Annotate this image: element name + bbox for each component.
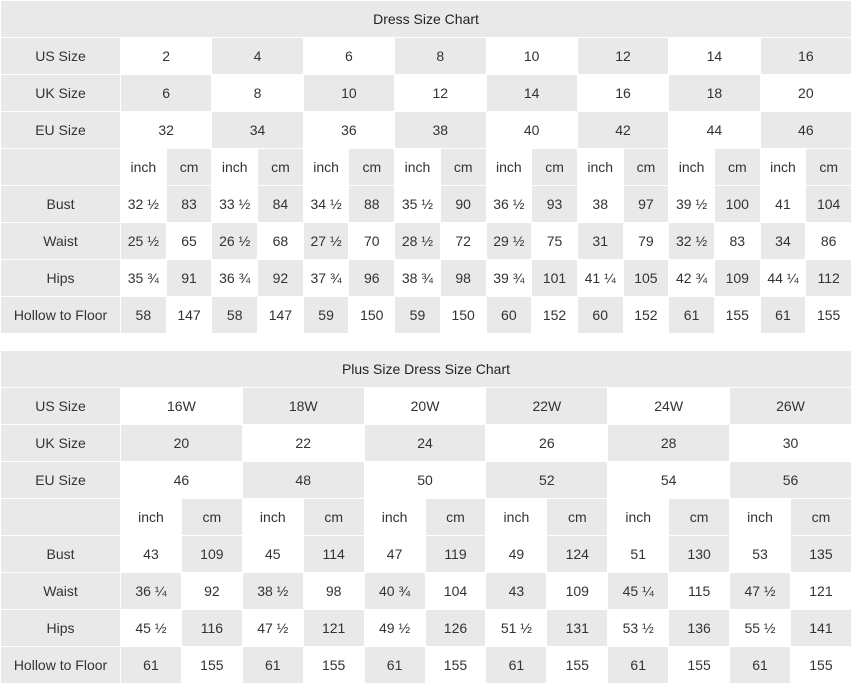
data-cell: 36 ½ [486,186,532,223]
data-cell: 35 ½ [395,186,441,223]
data-cell: 42 [577,112,668,149]
data-cell: 51 ½ [486,610,547,647]
data-cell: 16W [121,388,243,425]
table-row [1,112,851,149]
data-cell: 24W [608,388,730,425]
data-cell: 27 ½ [303,223,349,260]
data-cell: 100 [714,186,760,223]
data-cell: 47 ½ [730,573,791,610]
data-cell: 47 ½ [242,610,303,647]
data-cell: 50 [364,462,486,499]
data-cell: 104 [425,573,486,610]
data-cell: 2 [121,38,212,75]
data-cell: 32 ½ [121,186,167,223]
data-cell: 12 [577,38,668,75]
table-row [1,425,851,462]
data-cell: 46 [121,462,243,499]
table-row [1,573,851,610]
table-row [1,297,851,334]
table-row [1,223,851,260]
data-cell: 31 [577,223,623,260]
size-chart-table [0,0,851,334]
data-cell: 22W [486,388,608,425]
data-cell: 135 [790,536,851,573]
data-cell: 36 ¼ [121,573,182,610]
data-cell: 155 [669,647,730,684]
data-cell: 4 [212,38,303,75]
chart-title-row [1,1,851,38]
data-cell: 61 [669,297,715,334]
data-cell: 34 [212,112,303,149]
data-cell: 54 [608,462,730,499]
data-cell: 155 [806,297,851,334]
data-cell: 45 ¼ [608,573,669,610]
row-label: Hollow to Floor [1,647,121,684]
table-row [1,75,851,112]
data-cell: 96 [349,260,395,297]
data-cell: 104 [806,186,851,223]
data-cell: 26W [730,388,851,425]
data-cell: 130 [669,536,730,573]
unit-cell: inch [608,499,669,536]
data-cell: 115 [669,573,730,610]
data-cell: 37 ¾ [303,260,349,297]
unit-cell: inch [486,499,547,536]
row-label: UK Size [1,425,121,462]
data-cell: 56 [730,462,851,499]
data-cell: 18 [669,75,760,112]
data-cell: 121 [303,610,364,647]
data-cell: 83 [166,186,212,223]
data-cell: 75 [532,223,578,260]
data-cell: 155 [790,647,851,684]
data-cell: 79 [623,223,669,260]
data-cell: 91 [166,260,212,297]
data-cell: 98 [303,573,364,610]
unit-cell: inch [395,149,441,186]
table-row [1,388,851,425]
data-cell: 155 [303,647,364,684]
data-cell: 72 [440,223,486,260]
data-cell: 59 [395,297,441,334]
data-cell: 53 ½ [608,610,669,647]
data-cell: 33 ½ [212,186,258,223]
data-cell: 121 [790,573,851,610]
data-cell: 97 [623,186,669,223]
unit-cell: inch [486,149,532,186]
data-cell: 28 [608,425,730,462]
row-label [1,149,121,186]
unit-cell: inch [303,149,349,186]
data-cell: 25 ½ [121,223,167,260]
data-cell: 42 ¾ [669,260,715,297]
data-cell: 65 [166,223,212,260]
data-cell: 105 [623,260,669,297]
data-cell: 58 [121,297,167,334]
data-cell: 136 [669,610,730,647]
unit-cell: cm [623,149,669,186]
data-cell: 26 [486,425,608,462]
data-cell: 101 [532,260,578,297]
data-cell: 14 [669,38,760,75]
row-label: US Size [1,38,121,75]
table-row [1,149,851,186]
unit-cell: cm [532,149,578,186]
table-row [1,499,851,536]
unit-cell: cm [166,149,212,186]
data-cell: 49 [486,536,547,573]
data-cell: 46 [760,112,851,149]
unit-cell: inch [669,149,715,186]
data-cell: 60 [577,297,623,334]
chart-title-row [1,351,851,388]
data-cell: 59 [303,297,349,334]
data-cell: 60 [486,297,532,334]
data-cell: 34 ½ [303,186,349,223]
data-cell: 90 [440,186,486,223]
data-cell: 126 [425,610,486,647]
unit-cell: cm [806,149,851,186]
data-cell: 92 [181,573,242,610]
chart-title: Dress Size Chart [1,1,851,38]
data-cell: 119 [425,536,486,573]
data-cell: 147 [166,297,212,334]
data-cell: 70 [349,223,395,260]
data-cell: 45 ½ [121,610,182,647]
data-cell: 61 [242,647,303,684]
data-cell: 84 [258,186,304,223]
unit-cell: inch [121,499,182,536]
data-cell: 34 [760,223,806,260]
row-label: Bust [1,536,121,573]
data-cell: 114 [303,536,364,573]
data-cell: 10 [303,75,394,112]
data-cell: 35 ¾ [121,260,167,297]
data-cell: 88 [349,186,395,223]
data-cell: 16 [760,38,851,75]
data-cell: 109 [547,573,608,610]
data-cell: 53 [730,536,791,573]
data-cell: 141 [790,610,851,647]
unit-cell: inch [242,499,303,536]
data-cell: 39 ¾ [486,260,532,297]
data-cell: 150 [440,297,486,334]
data-cell: 51 [608,536,669,573]
data-cell: 40 ¾ [364,573,425,610]
table-row [1,536,851,573]
data-cell: 45 [242,536,303,573]
data-cell: 92 [258,260,304,297]
data-cell: 40 [486,112,577,149]
table-row [1,462,851,499]
row-label: Bust [1,186,121,223]
data-cell: 83 [714,223,760,260]
unit-cell: inch [364,499,425,536]
data-cell: 38 [395,112,486,149]
unit-cell: cm [714,149,760,186]
row-label: EU Size [1,462,121,499]
data-cell: 152 [532,297,578,334]
data-cell: 49 ½ [364,610,425,647]
data-cell: 8 [395,38,486,75]
data-cell: 39 ½ [669,186,715,223]
data-cell: 38 ½ [242,573,303,610]
data-cell: 61 [608,647,669,684]
data-cell: 44 ¼ [760,260,806,297]
size-chart-block [0,350,851,684]
data-cell: 44 [669,112,760,149]
chart-title: Plus Size Dress Size Chart [1,351,851,388]
data-cell: 124 [547,536,608,573]
row-label: EU Size [1,112,121,149]
row-label: Hips [1,610,121,647]
data-cell: 26 ½ [212,223,258,260]
data-cell: 32 ½ [669,223,715,260]
data-cell: 61 [730,647,791,684]
data-cell: 61 [760,297,806,334]
unit-cell: inch [577,149,623,186]
data-cell: 24 [364,425,486,462]
data-cell: 38 ¾ [395,260,441,297]
data-cell: 12 [395,75,486,112]
unit-cell: cm [258,149,304,186]
data-cell: 32 [121,112,212,149]
data-cell: 109 [181,536,242,573]
size-chart-table [0,350,851,684]
unit-cell: cm [349,149,395,186]
data-cell: 6 [303,38,394,75]
data-cell: 61 [364,647,425,684]
unit-cell: cm [547,499,608,536]
row-label: Hips [1,260,121,297]
row-label [1,499,121,536]
data-cell: 61 [486,647,547,684]
data-cell: 68 [258,223,304,260]
data-cell: 116 [181,610,242,647]
size-chart-block [0,0,851,334]
data-cell: 147 [258,297,304,334]
data-cell: 6 [121,75,212,112]
table-row [1,647,851,684]
data-cell: 109 [714,260,760,297]
data-cell: 22 [242,425,364,462]
unit-cell: cm [303,499,364,536]
chart-separator [0,334,851,350]
data-cell: 28 ½ [395,223,441,260]
data-cell: 43 [486,573,547,610]
unit-cell: inch [760,149,806,186]
data-cell: 155 [181,647,242,684]
data-cell: 41 ¼ [577,260,623,297]
data-cell: 14 [486,75,577,112]
data-cell: 29 ½ [486,223,532,260]
table-row [1,38,851,75]
data-cell: 43 [121,536,182,573]
data-cell: 55 ½ [730,610,791,647]
data-cell: 61 [121,647,182,684]
data-cell: 48 [242,462,364,499]
data-cell: 20W [364,388,486,425]
table-row [1,260,851,297]
data-cell: 47 [364,536,425,573]
data-cell: 18W [242,388,364,425]
row-label: US Size [1,388,121,425]
table-row [1,610,851,647]
data-cell: 150 [349,297,395,334]
data-cell: 10 [486,38,577,75]
data-cell: 16 [577,75,668,112]
data-cell: 30 [730,425,851,462]
unit-cell: inch [121,149,167,186]
data-cell: 112 [806,260,851,297]
data-cell: 52 [486,462,608,499]
row-label: Waist [1,223,121,260]
data-cell: 152 [623,297,669,334]
data-cell: 98 [440,260,486,297]
row-label: Waist [1,573,121,610]
data-cell: 20 [121,425,243,462]
unit-cell: cm [181,499,242,536]
data-cell: 155 [547,647,608,684]
data-cell: 131 [547,610,608,647]
unit-cell: cm [425,499,486,536]
data-cell: 41 [760,186,806,223]
unit-cell: cm [669,499,730,536]
data-cell: 93 [532,186,578,223]
unit-cell: inch [212,149,258,186]
unit-cell: cm [790,499,851,536]
data-cell: 155 [425,647,486,684]
data-cell: 36 [303,112,394,149]
row-label: UK Size [1,75,121,112]
data-cell: 38 [577,186,623,223]
data-cell: 58 [212,297,258,334]
unit-cell: inch [730,499,791,536]
data-cell: 86 [806,223,851,260]
data-cell: 36 ¾ [212,260,258,297]
data-cell: 8 [212,75,303,112]
row-label: Hollow to Floor [1,297,121,334]
unit-cell: cm [440,149,486,186]
data-cell: 20 [760,75,851,112]
table-row [1,186,851,223]
data-cell: 155 [714,297,760,334]
